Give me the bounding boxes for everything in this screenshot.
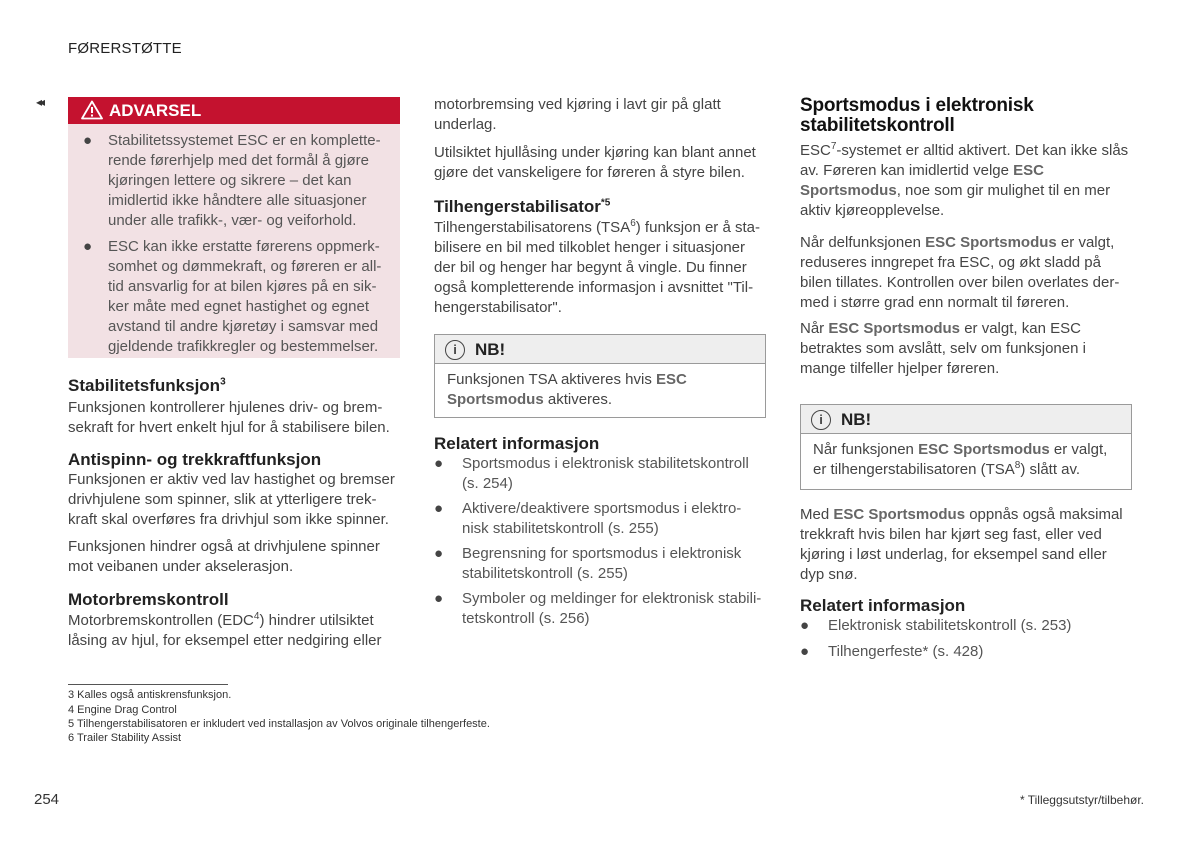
running-header: FØRERSTØTTE bbox=[68, 40, 182, 57]
antispin-text-2: Funksjonen hindrer også at drivhjulene spinner mot veibanen under akselerasjon. bbox=[68, 538, 380, 575]
traction-text: Med ESC Sportsmodus oppnås også maksimal trekkraft hvis bilen har kjørt seg fast, eller ved kjøring i løst underlag, for eksempel sand eller dyp snø. bbox=[800, 506, 1123, 583]
related-list bbox=[800, 616, 1132, 662]
note-header bbox=[801, 405, 1131, 434]
motorbrake-text: Motorbremskontrollen (EDC$^4$) hindrer utilsiktet låsing av hjul, for eksempel etter nedgiring eller bbox=[68, 611, 382, 649]
tsa-text: Tilhengerstabilisatorens (TSA$^6$) funksjon er å sta-bilisere en bil med tilkoblet henger i situasjoner der bil og henger har begynt å vingle. Du finner også kompletterende informasjon i avsnittet "Til-hengerstabilisator". bbox=[434, 218, 760, 316]
page-number: 254 bbox=[34, 791, 60, 808]
footnote: 4 Engine Drag Control bbox=[68, 704, 177, 716]
note-title: NB! bbox=[841, 410, 872, 429]
antispin-text: Funksjonen er aktiv ved lav hastighet og bremser drivhjulene som spinner, slik at ytterligere trek-kraft skal overføres fra drivhjul som ikke spinner. bbox=[68, 471, 395, 528]
footnote: 6 Trailer Stability Assist bbox=[68, 732, 182, 744]
related-link[interactable]: ● Begrensning for sportsmodus i elektronisk stabilitetskontroll (s. 255) bbox=[434, 545, 742, 582]
section-title: Sportsmodus i elektronisk stabilitetskontroll bbox=[800, 95, 1034, 136]
footnote: 3 Kalles også antiskrensfunksjon. bbox=[68, 689, 232, 701]
list-item: ● ESC kan ikke erstatte førerens oppmerk-somhet og dømmekraft, og føreren er all-tid ansvarlig for at bilen kjøres på en sik-ker måte med egnet hastighet og egnet avstand til andre kjøretøy i samsvar med gjeldende trafikkregler og bestemmelser. bbox=[83, 238, 382, 355]
list-item: ● Stabilitetssystemet ESC er en komplette-rende førerhjelp med det formål å gjøre kjøringen lettere og sikrere – det kan imidlertid ikke håndtere alle situasjoner under alle trafikk-, vær- og veiforhold. bbox=[83, 132, 381, 229]
note-title: NB! bbox=[475, 340, 506, 359]
related-link[interactable]: ● Symboler og meldinger for elektronisk stabili-tetskontroll (s. 256) bbox=[434, 590, 762, 627]
note-text: Funksjonen TSA aktiveres hvis ESC Sportsmodus aktiveres. bbox=[447, 371, 687, 408]
info-icon: i bbox=[445, 340, 465, 360]
note-box bbox=[434, 334, 766, 418]
related-link[interactable]: ● Tilhengerfeste* (s. 428) bbox=[800, 643, 984, 660]
subfunction-text: Når delfunksjonen ESC Sportsmodus er valgt, reduseres inngrepet fra ESC, og økt sladd på bilen tillates. Kontrollen over bilen overlates der-med i større grad enn normalt til føreren. bbox=[800, 234, 1120, 311]
related-link[interactable]: ● Aktivere/deaktivere sportsmodus i elektro-nisk stabilitetskontroll (s. 255) bbox=[434, 500, 742, 537]
optional-equipment-note: * Tilleggsutstyr/tilbehør. bbox=[1019, 793, 1144, 807]
related-heading: Relatert informasjon bbox=[434, 434, 600, 453]
tsa-heading: Tilhengerstabilisator$^{*5}$ bbox=[434, 197, 611, 216]
stability-text: Funksjonen kontrollerer hjulenes driv- og brem-sekraft for hvert enkelt hjul for å stabilisere bilen. bbox=[68, 399, 390, 436]
related-link[interactable]: ● Sportsmodus i elektronisk stabilitetskontroll (s. 254) bbox=[434, 455, 749, 492]
esc-off-text: Når ESC Sportsmodus er valgt, kan ESC betraktes som avslått, selv om funksjonen i mange tilfeller hjelper føreren. bbox=[800, 320, 1086, 377]
warning-list bbox=[68, 131, 400, 363]
note-header bbox=[435, 335, 765, 364]
stability-heading: Stabilitetsfunksjon$^3$ bbox=[68, 376, 226, 395]
back-arrows-icon[interactable]: ◂◂ bbox=[36, 95, 43, 109]
warning-triangle-icon bbox=[81, 100, 103, 120]
warning-box bbox=[68, 97, 400, 358]
warning-title: ADVARSEL bbox=[109, 101, 202, 120]
footnote: 5 Tilhengerstabilisatoren er inkludert ved installasjon av Volvos originale tilhengerfeste. bbox=[68, 718, 490, 730]
related-list bbox=[434, 454, 766, 629]
motorbrake-heading: Motorbremskontroll bbox=[68, 590, 229, 609]
note-text: Når funksjonen ESC Sportsmodus er valgt, er tilhengerstabilisatoren (TSA$^8$) slått av. bbox=[813, 441, 1108, 478]
sportmode-intro-text: ESC$^7$-systemet er alltid aktivert. Det kan ikke slås av. Føreren kan imidlertid velge ESC Sportsmodus, noe som gir mulighet til en mer aktiv kjøreopplevelse. bbox=[800, 141, 1129, 219]
related-heading: Relatert informasjon bbox=[800, 596, 966, 615]
wheel-lock-text: Utilsiktet hjullåsing under kjøring kan blant annet gjøre det vanskeligere for føreren å styre bilen. bbox=[434, 144, 756, 181]
footnote-divider bbox=[68, 684, 228, 685]
warning-header bbox=[68, 97, 400, 124]
related-link[interactable]: ● Elektronisk stabilitetskontroll (s. 253) bbox=[800, 617, 1072, 634]
motorbrake-continued-text: motorbremsing ved kjøring i lavt gir på glatt underlag. bbox=[434, 96, 721, 133]
info-icon: i bbox=[811, 410, 831, 430]
note-box bbox=[800, 404, 1132, 490]
antispin-heading: Antispinn- og trekkraftfunksjon bbox=[68, 450, 322, 469]
